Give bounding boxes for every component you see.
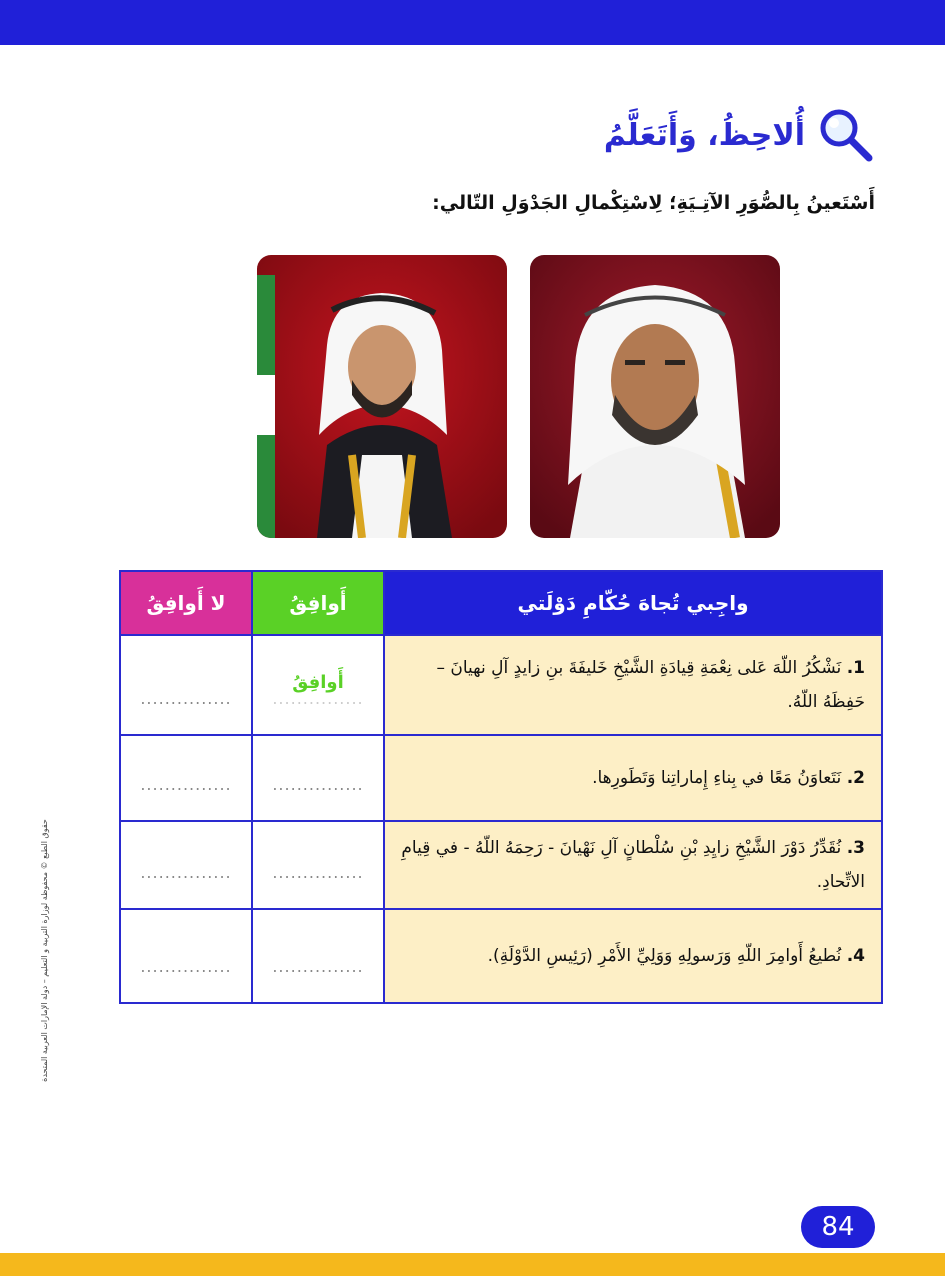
answer-dots: ............... bbox=[140, 689, 232, 708]
statement-text: نُقَدِّرُ دَوْرَ الشَّيْخِ زايِدِ بْنِ سُلْطانٍ آلِ نَهْيانَ - رَحِمَهُ اللّهُ - في قِيامِ الاتِّحادِ. bbox=[401, 838, 865, 892]
statement-number: 1. bbox=[846, 658, 865, 678]
answer-dots: ............... bbox=[272, 863, 364, 882]
statement-cell bbox=[384, 909, 882, 1003]
table-row bbox=[120, 821, 882, 909]
agree-cell[interactable] bbox=[252, 909, 384, 1003]
disagree-cell[interactable] bbox=[120, 635, 252, 735]
disagree-cell[interactable] bbox=[120, 821, 252, 909]
answer-dots: ............... bbox=[140, 863, 232, 882]
agree-cell[interactable] bbox=[252, 735, 384, 821]
agree-cell[interactable] bbox=[252, 635, 384, 735]
table-row bbox=[120, 735, 882, 821]
disagree-cell[interactable] bbox=[120, 735, 252, 821]
answer-dots: ............... bbox=[272, 775, 364, 794]
answer-dots: ............... bbox=[140, 775, 232, 794]
copyright-note: حقوق الطبع © محفوظة لوزارة التربية و التعليم – دولة الإمارات العربية المتحدة bbox=[39, 818, 49, 1082]
portrait-photo-left bbox=[257, 255, 507, 538]
statement-cell bbox=[384, 635, 882, 735]
header-disagree: لا أَوافِقُ bbox=[120, 571, 252, 635]
statement-number: 2. bbox=[846, 768, 865, 788]
table-header-row bbox=[120, 571, 882, 635]
duties-table bbox=[119, 570, 883, 1004]
header-agree: أَوافِقُ bbox=[252, 571, 384, 635]
instruction-text: أَسْتَعينُ بِالصُّوَرِ الآتِـيَةِ؛ لِاسْتِكْمالِ الجَدْوَلِ التّالي: bbox=[432, 192, 875, 214]
table-row bbox=[120, 909, 882, 1003]
statement-number: 3. bbox=[846, 838, 865, 858]
bottom-banner bbox=[0, 1253, 945, 1276]
answer-dots: ............... bbox=[272, 957, 364, 976]
top-banner bbox=[0, 0, 945, 45]
header-duty: واجِبي تُجاهَ حُكّامِ دَوْلَتي bbox=[384, 571, 882, 635]
answer-dots: ............... bbox=[272, 689, 364, 708]
portrait-photo-right bbox=[530, 255, 780, 538]
table-row bbox=[120, 635, 882, 735]
statement-text: نَتَعاوَنُ مَعًا في بِناءِ إِماراتِنا وَتَطَورِها. bbox=[592, 768, 842, 788]
statement-text: نَشْكُرُ اللّهَ عَلى نِعْمَةِ قِيادَةِ الشَّيْخِ خَليفَةَ بنِ زايدٍ آلِ نهيانَ – حَفِظَهُ اللّهُ. bbox=[436, 658, 865, 712]
magnifier-icon bbox=[817, 106, 875, 164]
page-number-badge: 84 bbox=[801, 1206, 875, 1248]
statement-cell bbox=[384, 735, 882, 821]
page-title: أُلاحِظُ، وَأَتَعَلَّمُ bbox=[603, 117, 805, 153]
statement-text: نُطيعُ أَوامِرَ اللّهِ وَرَسولِهِ وَوَلِيِّ الأَمْرِ (رَئِيسِ الدَّوْلَةِ). bbox=[487, 946, 842, 966]
agree-cell[interactable] bbox=[252, 821, 384, 909]
agree-answer: أَوافِقُ bbox=[292, 672, 344, 693]
answer-dots: ............... bbox=[140, 957, 232, 976]
disagree-cell[interactable] bbox=[120, 909, 252, 1003]
statement-number: 4. bbox=[846, 946, 865, 966]
statement-cell bbox=[384, 821, 882, 909]
section-heading bbox=[604, 110, 875, 160]
